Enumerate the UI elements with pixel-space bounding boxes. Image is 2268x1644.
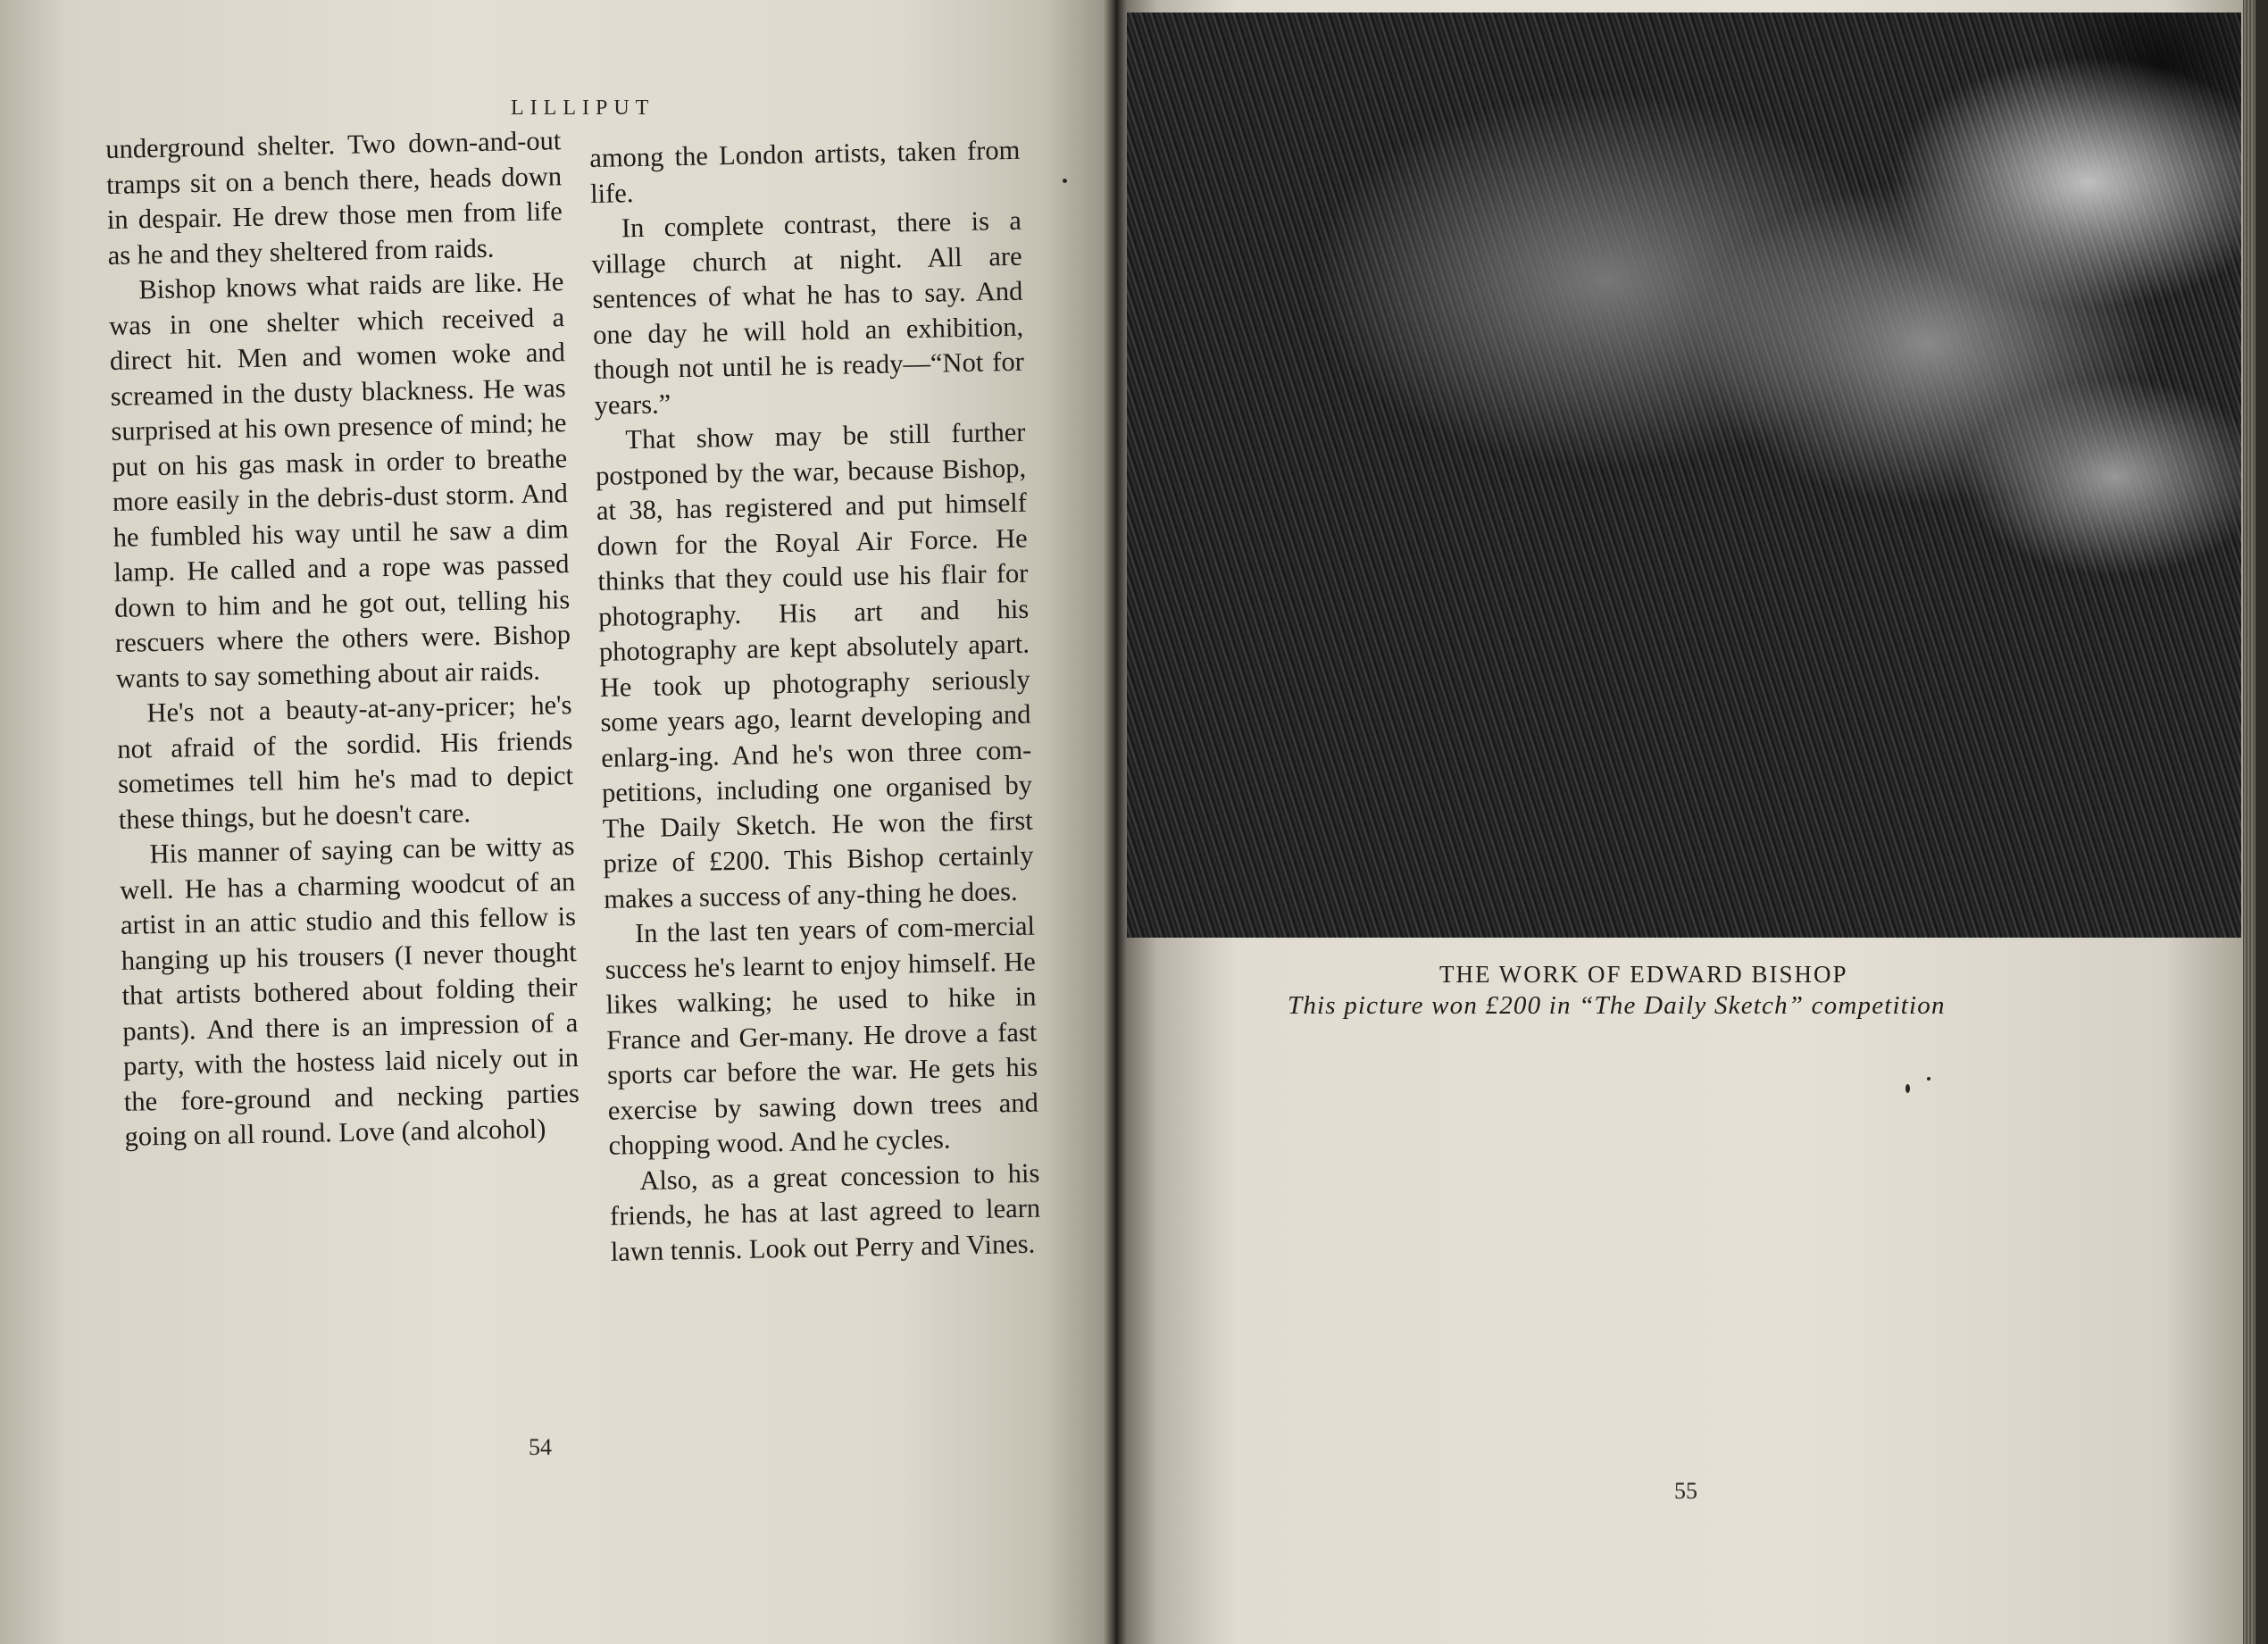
page-edge — [2243, 0, 2255, 1644]
paper-speck — [1927, 1077, 1930, 1081]
caption-title: THE WORK OF EDWARD BISHOP — [1439, 961, 1848, 988]
paragraph: underground shelter. Two down-and-out tramps sit on a bench there, heads down in despair. He drew those men from life as he and they sheltered from raids. — [105, 125, 563, 271]
text-column-1 — [105, 123, 580, 1155]
paragraph: That show may be still further postponed by the war, because Bishop, at 38, has registered and put himself down for the Royal Air Force. He thinks that they could use his flair for photography. His art and his photography are kept absolutely apart. He took up photography seriously some years ago, learnt developing and enlarg-ing. And he's won three com-petitions, including one organised by The Daily Sketch. He won the first prize of £200. This Bishop certainly makes a success of any-thing he does. — [595, 416, 1034, 914]
caption-subtitle: This picture won £200 in “The Daily Sketch” competition — [1288, 991, 1946, 1020]
paper-speck — [1905, 1084, 1910, 1093]
paragraph: among the London artists, taken from life. — [589, 134, 1021, 209]
running-head: LILLIPUT — [511, 96, 655, 120]
page-number: 54 — [529, 1434, 552, 1460]
paragraph: He's not a beauty-at-any-pricer; he's not afraid of the sordid. His friends sometimes tell him he's mad to depict these things, but he doesn't care. — [116, 689, 574, 835]
paragraph: Also, as a great concession to his friends, he has at last agreed to learn lawn tennis. Look out Perry and Vines. — [609, 1157, 1041, 1267]
book-gutter — [1104, 0, 1127, 1644]
paragraph: In complete contrast, there is a village church at night. All are sentences of what he has to say. And one day he will hold an exhibition, though not until he is ready—“Not for years.” — [591, 204, 1025, 421]
photograph — [1123, 13, 2241, 938]
paragraph: His manner of saying can be witty as well. He has a charming woodcut of an artist in an attic studio and this fellow is hanging up his trousers (I never thought that artists bothered about folding their pants). And there is an impression of a party, with the hostess laid nicely out in the fore-ground and necking parties going on all round. Love (and alcohol) — [119, 830, 580, 1152]
paragraph: Bishop knows what raids are like. He was in one shelter which received a direct hit. Men and women woke and screamed in the dusty blackness. He was surprised at his own presence of mind; he put on his gas mask in order to breathe more easily in the debris-dust storm. And he fumbled his way until he saw a dim lamp. He called and a rope was passed down to him and he got out, telling his rescuers where the others were. Bishop wants to say something about air raids. — [108, 266, 571, 694]
paragraph: In the last ten years of com-mercial success he's learnt to enjoy himself. He likes walking; he used to hike in France and Ger-many. He drove a fast sports car before the war. He gets his exercise by sawing down trees and chopping wood. And he cycles. — [605, 910, 1039, 1161]
paper-speck — [1063, 179, 1067, 183]
page-number: 55 — [1674, 1478, 1697, 1504]
text-column-2 — [589, 133, 1041, 1270]
left-page — [0, 0, 1123, 1644]
